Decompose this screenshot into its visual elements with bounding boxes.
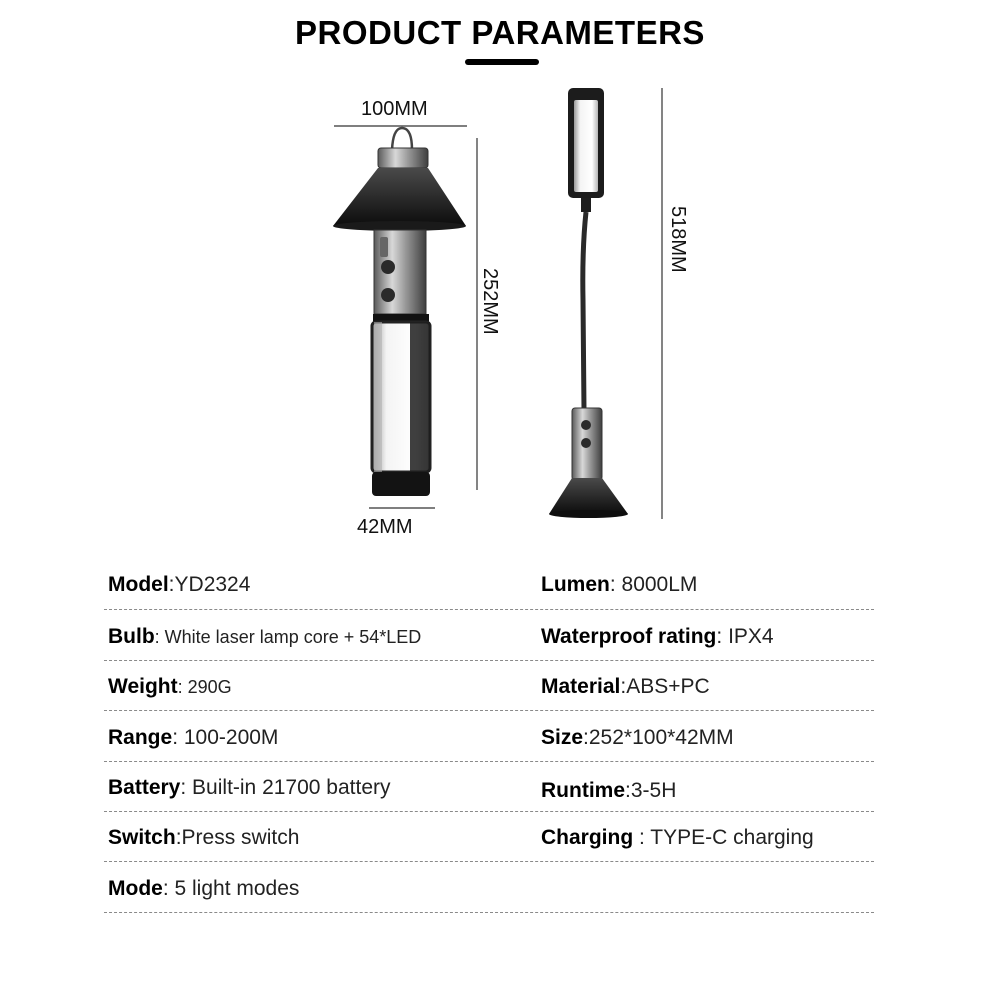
- spec-battery: [108, 773, 391, 803]
- spec-value: 100-200M: [183, 726, 279, 749]
- spec-value: White laser lamp core + 54*LED: [164, 627, 422, 647]
- spec-value: 8000LM: [621, 573, 698, 596]
- row-divider: [104, 811, 874, 812]
- spec-key: Size: [541, 726, 584, 749]
- spec-key: Weight: [108, 675, 178, 698]
- spec-separator: :: [716, 625, 729, 648]
- row-divider: [104, 609, 874, 610]
- spec-value: TYPE-C charging: [650, 826, 814, 849]
- spec-separator: :: [172, 726, 184, 749]
- spec-separator: :: [625, 779, 631, 802]
- spec-key: Waterproof rating: [541, 625, 717, 648]
- spec-key: Mode: [108, 877, 163, 900]
- spec-value: ABS+PC: [626, 675, 710, 698]
- row-divider: [104, 710, 874, 711]
- spec-switch: [108, 823, 299, 853]
- dimension-height-lamp: 252MM: [479, 268, 501, 335]
- spec-material: [541, 672, 710, 702]
- spec-separator: :: [162, 877, 175, 900]
- spec-key: Model: [108, 573, 169, 596]
- spec-separator: :: [154, 627, 165, 647]
- spec-value: Built-in 21700 battery: [192, 776, 391, 799]
- spec-size: [541, 723, 734, 753]
- spec-separator: :: [583, 726, 589, 749]
- spec-key: Lumen: [541, 573, 610, 596]
- spec-value: IPX4: [728, 625, 774, 648]
- row-divider: [104, 861, 874, 862]
- spec-value: 290G: [187, 677, 232, 697]
- spec-value: 3-5H: [630, 779, 677, 802]
- spec-key: Runtime: [541, 779, 625, 802]
- row-divider: [104, 912, 874, 913]
- spec-separator: :: [180, 776, 193, 799]
- spec-value: YD2324: [174, 573, 251, 596]
- dimension-width-top: 100MM: [361, 98, 428, 120]
- spec-charging: [541, 823, 814, 853]
- lantern-lamp: [333, 128, 466, 496]
- spec-bulb: [108, 622, 421, 652]
- spec-separator: :: [620, 675, 627, 698]
- spec-waterproof: [541, 622, 774, 652]
- spec-mode: [108, 874, 299, 904]
- dimension-height-extended: 518MM: [667, 206, 689, 273]
- extended-lamp: [549, 88, 628, 518]
- spec-runtime: [541, 776, 676, 806]
- spec-model: [108, 570, 250, 600]
- spec-weight: [108, 672, 232, 702]
- spec-key: Material: [541, 675, 621, 698]
- spec-separator: :: [609, 573, 622, 596]
- page-title: PRODUCT PARAMETERS: [295, 14, 705, 51]
- spec-separator: :: [177, 677, 188, 697]
- spec-key: Switch: [108, 826, 176, 849]
- spec-value: 252*100*42MM: [588, 726, 734, 749]
- row-divider: [104, 761, 874, 762]
- spec-key: Range: [108, 726, 173, 749]
- spec-separator: :: [175, 826, 182, 849]
- spec-lumen: [541, 570, 697, 600]
- dimension-width-bottom: 42MM: [357, 516, 413, 538]
- spec-value: Press switch: [181, 826, 300, 849]
- spec-key: Battery: [108, 776, 181, 799]
- spec-value: 5 light modes: [174, 877, 300, 900]
- spec-separator: :: [633, 826, 651, 849]
- spec-key: Bulb: [108, 625, 155, 648]
- spec-range: [108, 723, 278, 753]
- spec-separator: :: [168, 573, 175, 596]
- spec-key: Charging: [541, 826, 634, 849]
- row-divider: [104, 660, 874, 661]
